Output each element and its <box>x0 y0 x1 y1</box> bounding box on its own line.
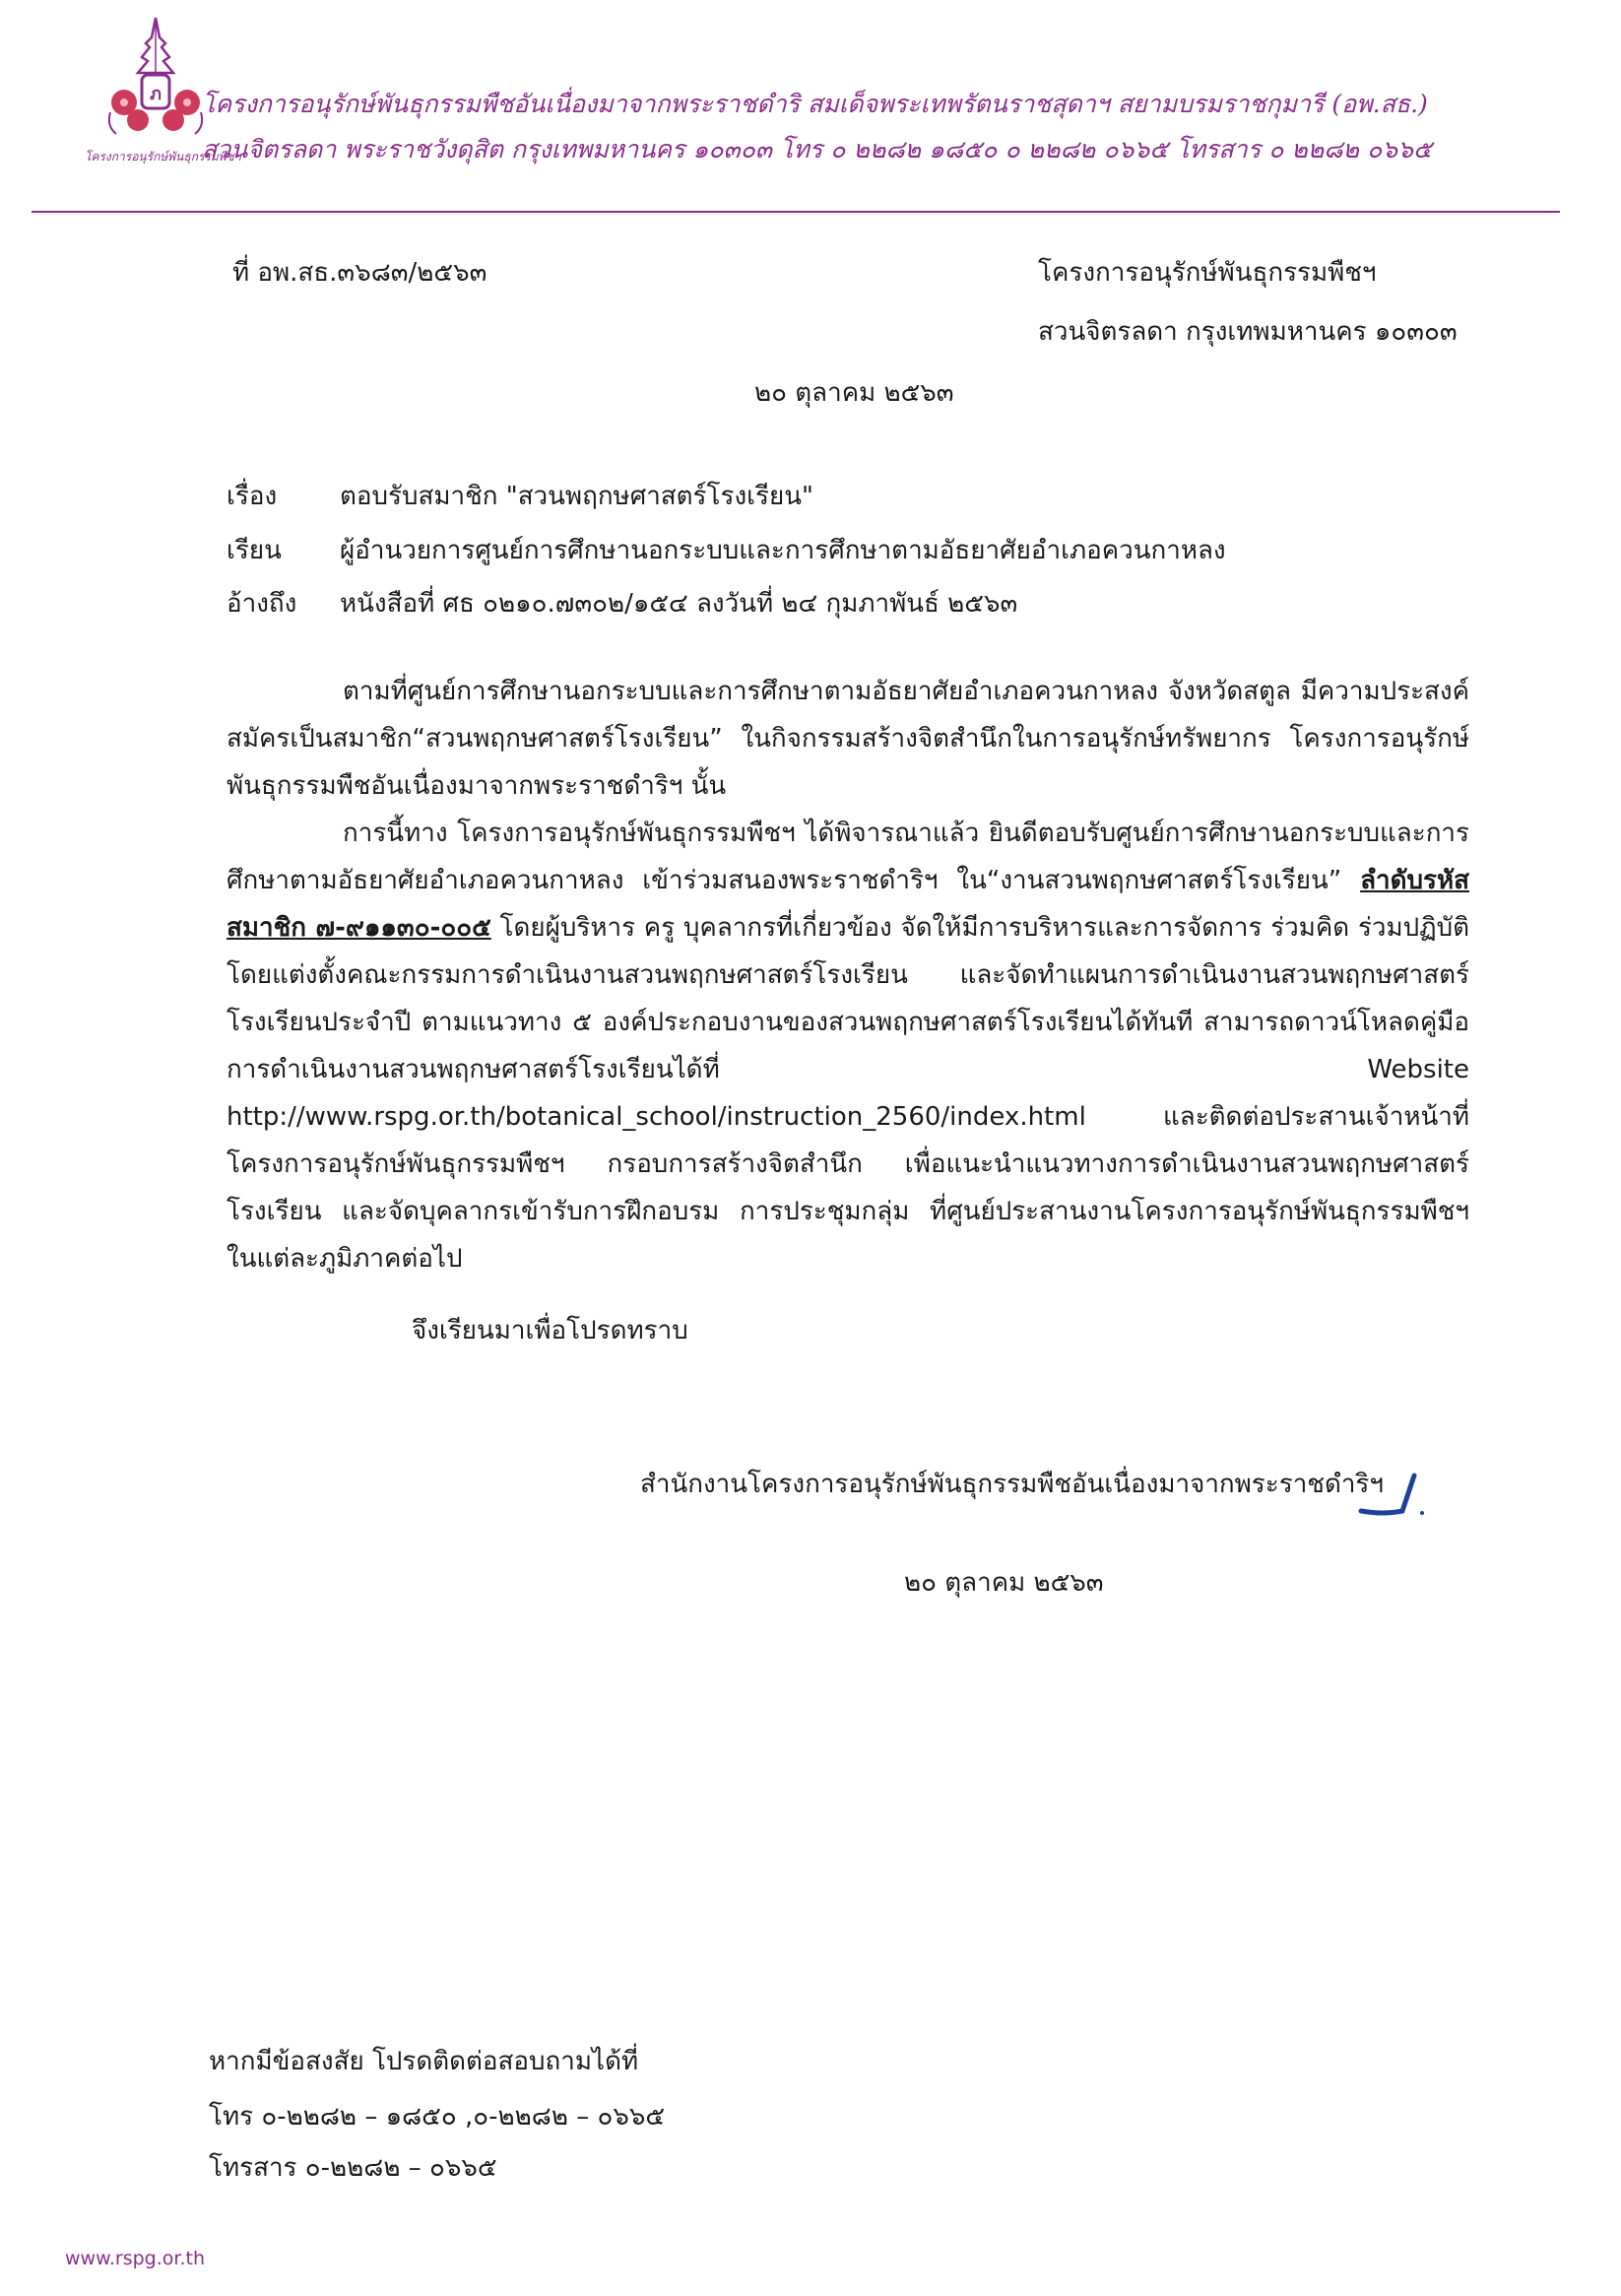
subject-label: เรื่อง <box>227 482 278 511</box>
letter-date: ๒๐ ตุลาคม ๒๕๖๓ <box>754 378 954 408</box>
signature-icon <box>1353 1456 1432 1525</box>
paragraph-2-intro: การนี้ทาง โครงการอนุรักษ์พันธุกรรมพืชฯ ได้พิจารณาแล้ว ยินดีตอบรับศูนย์การศึกษานอกระบบและการศึกษาตามอัธยาศัยอำเภอควนกาหลง เข้าร่วมสนองพระราชดำริฯ ใน“งานสวนพฤกษศาสตร์โรงเรียน” <box>227 819 1469 895</box>
logo-caption: โครงการอนุรักษ์พันธุกรรมพืชฯ <box>85 150 241 164</box>
contact-fax: โทรสาร ๐-๒๒๘๒ – ๐๖๖๕ <box>209 2153 497 2183</box>
body-paragraph-1: ตามที่ศูนย์การศึกษานอกระบบและการศึกษาตามอัธยาศัยอำเภอควนกาหลง จังหวัดสตูล มีความประสงค์สมัครเป็นสมาชิก“สวนพฤกษศาสตร์โรงเรียน” ในกิจกรรมสร้างจิตสำนึกในการอนุรักษ์ทรัพยากร โครงการอนุรักษ์พันธุกรรมพืชอันเนื่องมาจากพระราชดำริฯ นั้น <box>227 677 1469 801</box>
signer-name: สำนักงานโครงการอนุรักษ์พันธุกรรมพืชอันเนื่องมาจากพระราชดำริฯ <box>640 1470 1384 1499</box>
contact-phone: โทร ๐-๒๒๘๒ – ๑๘๕๐ ,๐-๒๒๘๒ – ๐๖๖๕ <box>209 2102 666 2132</box>
reference-label: อ้างถึง <box>227 589 297 619</box>
recipient-label: เรียน <box>227 536 282 565</box>
reference-text: หนังสือที่ ศธ ๐๒๑๐.๗๓๐๒/๑๕๔ ลงวันที่ ๒๔ กุมภาพันธ์ ๒๕๖๓ <box>340 589 1018 619</box>
footer-website-link[interactable]: www.rspg.or.th <box>65 2248 206 2269</box>
recipient-text: ผู้อำนวยการศูนย์การศึกษานอกระบบและการศึกษาตามอัธยาศัยอำเภอควนกาหลง <box>340 536 1226 565</box>
letter-body <box>227 668 1469 1282</box>
contact-intro: หากมีข้อสงสัย โปรดติดต่อสอบถามได้ที่ <box>209 2047 639 2076</box>
header-divider <box>32 211 1560 213</box>
org-address: สวนจิตรลดา กรุงเทพมหานคร ๑๐๓๐๓ <box>1038 317 1458 347</box>
body-paragraph-2 <box>227 810 1469 1282</box>
member-code: ลำดับรหัสสมาชิก ๗-๙๑๑๓๐-๐๐๕ <box>227 866 1469 943</box>
header-line-2: สวนจิตรลดา พระราชวังดุสิต กรุงเทพมหานคร ๑๐๓๐๓ โทร ๐ ๒๒๘๒ ๑๘๕๐ ๐ ๒๒๘๒ ๐๖๖๕ โทรสาร ๐ ๒๒๘๒ ๐๖๖๕ <box>202 135 1432 164</box>
org-name: โครงการอนุรักษ์พันธุกรรมพืชฯ <box>1038 258 1377 288</box>
subject-text: ตอบรับสมาชิก "สวนพฤกษศาสตร์โรงเรียน" <box>340 482 813 511</box>
closing-text: จึงเรียนมาเพื่อโปรดทราบ <box>412 1316 688 1345</box>
reference-number: ที่ อพ.สธ.๓๖๘๓/๒๕๖๓ <box>232 258 487 288</box>
header-line-1: โครงการอนุรักษ์พันธุกรรมพืชอันเนื่องมาจากพระราชดำริ สมเด็จพระเทพรัตนราชสุดาฯ สยามบรมราชกุมารี (อพ.สธ.) <box>202 90 1428 118</box>
svg-text:ภ: ภ <box>150 84 162 104</box>
signature-date: ๒๐ ตุลาคม ๒๕๖๓ <box>904 1568 1104 1598</box>
paragraph-2-rest: โดยผู้บริหาร ครู บุคลากรที่เกี่ยวข้อง จัดให้มีการบริหารและการจัดการ ร่วมคิด ร่วมปฏิบัติ โดยแต่งตั้งคณะกรรมการดำเนินงานสวนพฤกษศาสตร์โรงเรียน และจัดทำแผนการดำเนินงานสวนพฤกษศาสตร์โรงเรียนประจำปี ตามแนวทาง ๕ องค์ประกอบงานของสวนพฤกษศาสตร์โรงเรียนได้ทันที สามารถดาวน์โหลดคู่มือการดำเนินงานสวนพฤกษศาสตร์โรงเรียนได้ที่ Website http://www.rspg.or.th/botanical_school/instruction_2560/index.html และติดต่อประสานเจ้าหน้าที่ โครงการอนุรักษ์พันธุกรรมพืชฯ กรอบการสร้างจิตสำนึก เพื่อแนะนำแนวทางการดำเนินงานสวนพฤกษศาสตร์โรงเรียน และจัดบุคลากรเข้ารับการฝึกอบรม การประชุมกลุ่ม ที่ศูนย์ประสานงานโครงการอนุรักษ์พันธุกรรมพืชฯ ในแต่ละภูมิภาคต่อไป <box>227 913 1470 1274</box>
